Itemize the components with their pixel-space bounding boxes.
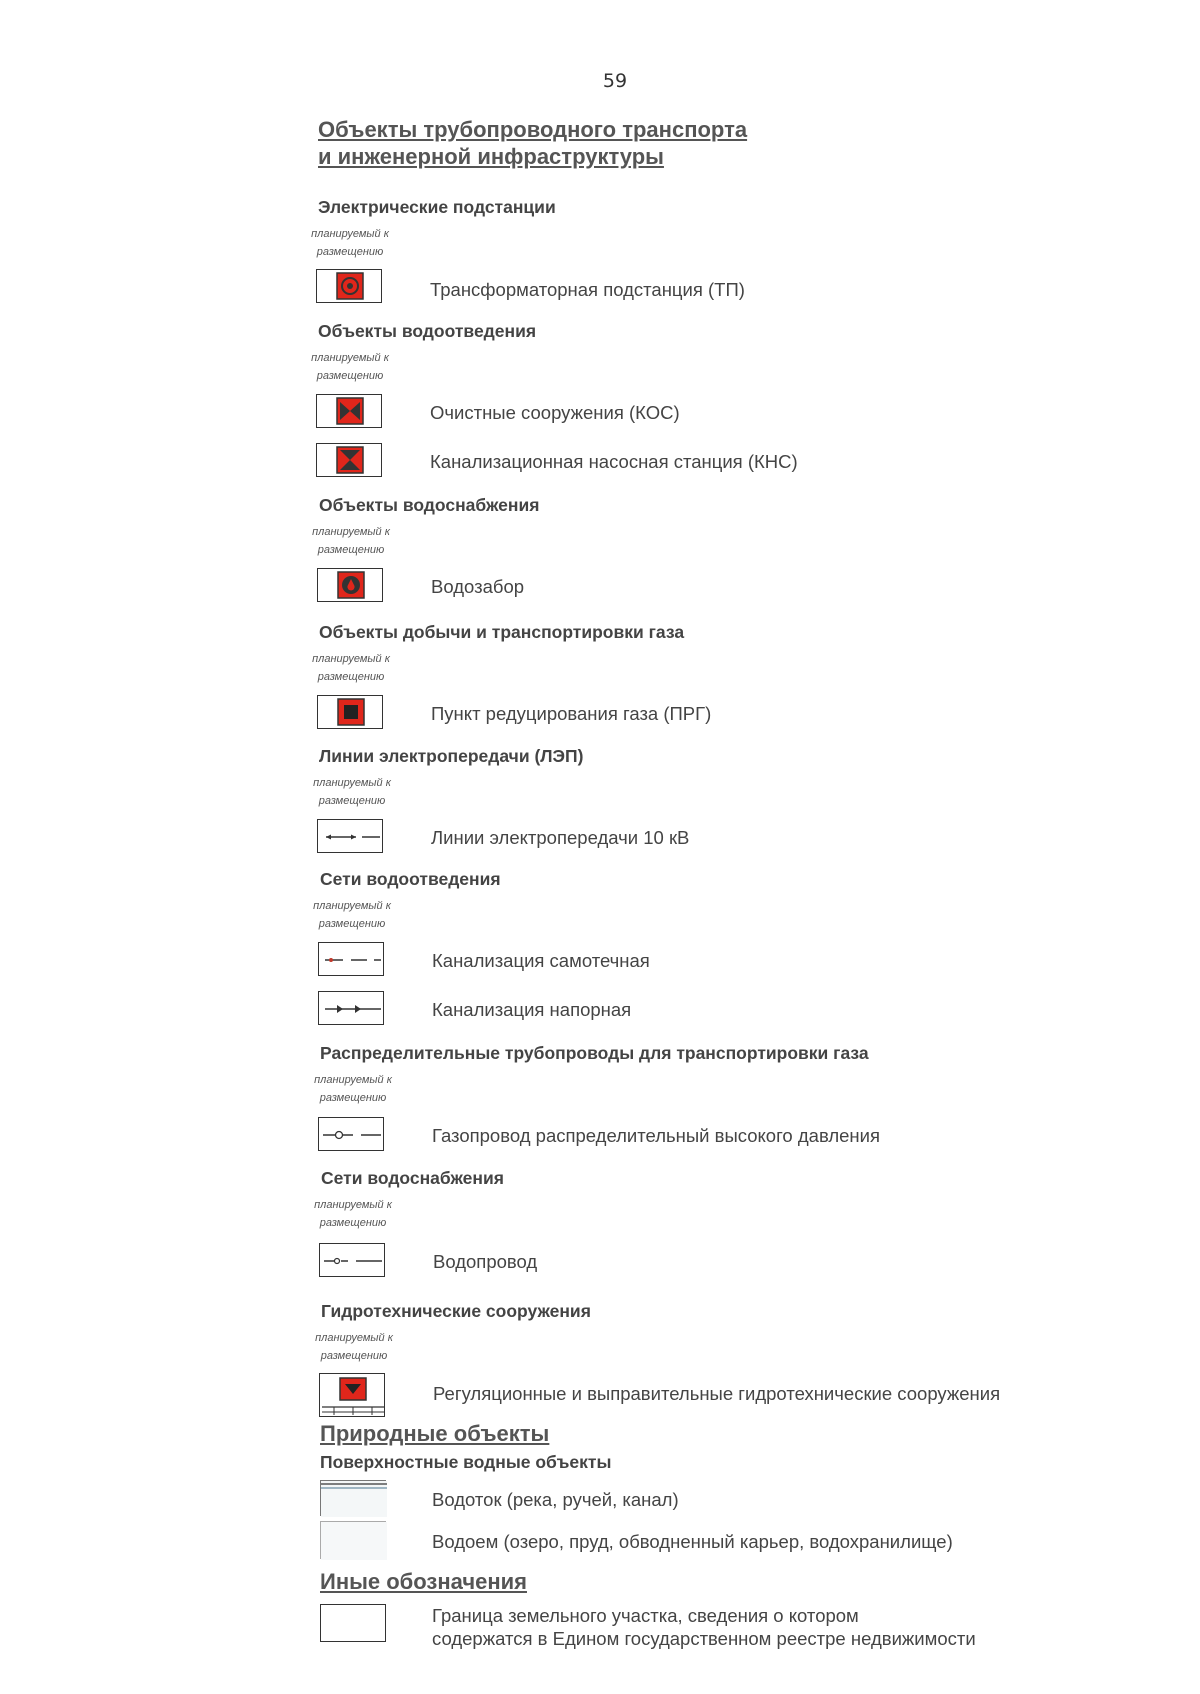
- label-line-1: Граница земельного участка, сведения о котором: [432, 1605, 859, 1626]
- note-line: размещению: [316, 246, 384, 258]
- water-body-icon: [320, 1521, 386, 1559]
- note-line: планируемый к: [313, 777, 391, 789]
- substation-icon: [316, 269, 382, 303]
- water-intake-icon: [317, 568, 383, 602]
- planned-note: [300, 225, 400, 261]
- planned-note: [303, 1196, 403, 1232]
- legend-label: Газопровод распределительный высокого давления: [432, 1125, 881, 1146]
- water-pipe-icon: [319, 1243, 385, 1277]
- section-heading-natural: Природные объекты: [320, 1421, 550, 1446]
- subheading-electric: Электрические подстанции: [318, 197, 556, 217]
- label-line-2: содержатся в Едином государственном реестре недвижимости: [432, 1628, 976, 1649]
- note-line: планируемый к: [312, 653, 390, 665]
- treatment-plant-icon: [316, 394, 382, 428]
- subheading-drainage-networks: Сети водоотведения: [320, 869, 501, 889]
- legend-label: Трансформаторная подстанция (ТП): [430, 279, 745, 300]
- note-line: планируемый к: [314, 1074, 392, 1086]
- subheading-gas-pipelines: Распределительные трубопроводы для транспортировки газа: [320, 1043, 869, 1063]
- pump-station-icon: [316, 443, 382, 477]
- section-heading-pipeline: [318, 116, 747, 170]
- note-line: размещению: [319, 1217, 387, 1229]
- note-line: размещению: [319, 1092, 387, 1104]
- watercourse-icon: [320, 1480, 386, 1516]
- heading-line-2: и инженерной инфраструктуры: [318, 144, 664, 169]
- subheading-drainage-objects: Объекты водоотведения: [318, 321, 537, 341]
- note-line: планируемый к: [313, 900, 391, 912]
- legend-label: Канализация самотечная: [432, 950, 650, 971]
- legend-label: Пункт редуцирования газа (ПРГ): [431, 703, 712, 724]
- legend-label: Регуляционные и выправительные гидротехнические сооружения: [433, 1383, 1001, 1404]
- note-line: планируемый к: [312, 526, 390, 538]
- planned-note: [301, 523, 401, 559]
- pressure-sewer-icon: [318, 991, 384, 1025]
- heading-line-1: Объекты трубопроводного транспорта: [318, 117, 748, 142]
- legend-label: Канализация напорная: [432, 999, 632, 1020]
- legend-label: Водоток (река, ручей, канал): [432, 1489, 679, 1510]
- note-line: размещению: [320, 1350, 388, 1362]
- hydro-structure-icon: [319, 1373, 385, 1417]
- legend-label: Линии электропередачи 10 кВ: [431, 827, 690, 848]
- legend-label: Канализационная насосная станция (КНС): [430, 451, 798, 472]
- planned-note: [304, 1329, 404, 1365]
- page-number: 59: [602, 70, 628, 92]
- subheading-hydro: Гидротехнические сооружения: [321, 1301, 591, 1321]
- legend-label: Очистные сооружения (КОС): [430, 402, 680, 423]
- subheading-water-networks: Сети водоснабжения: [321, 1168, 504, 1188]
- note-line: планируемый к: [311, 228, 389, 240]
- planned-note: [301, 650, 401, 686]
- subheading-power-lines: Линии электропередачи (ЛЭП): [319, 746, 584, 766]
- legend-label: Водоем (озеро, пруд, обводненный карьер, водохранилище): [432, 1531, 953, 1552]
- subheading-surface-water: Поверхностные водные объекты: [320, 1452, 612, 1472]
- note-line: размещению: [318, 918, 386, 930]
- note-line: размещению: [317, 544, 385, 556]
- planned-note: [302, 774, 402, 810]
- legend-label: [432, 1604, 976, 1650]
- section-heading-other: Иные обозначения: [320, 1569, 527, 1594]
- note-line: размещению: [316, 370, 384, 382]
- gas-reduction-point-icon: [317, 695, 383, 729]
- planned-note: [302, 897, 402, 933]
- gravity-sewer-icon: [318, 942, 384, 976]
- gas-pipeline-icon: [318, 1117, 384, 1151]
- planned-note: [300, 349, 400, 385]
- note-line: размещению: [318, 795, 386, 807]
- note-line: планируемый к: [315, 1332, 393, 1344]
- note-line: размещению: [317, 671, 385, 683]
- power-line-icon: [317, 819, 383, 853]
- legend-label: Водозабор: [431, 576, 525, 597]
- legend-label: Водопровод: [433, 1251, 538, 1272]
- subheading-gas-objects: Объекты добычи и транспортировки газа: [319, 622, 685, 642]
- note-line: планируемый к: [311, 352, 389, 364]
- subheading-water-supply-objects: Объекты водоснабжения: [319, 495, 540, 515]
- land-plot-boundary-icon: [320, 1604, 386, 1642]
- note-line: планируемый к: [314, 1199, 392, 1211]
- planned-note: [303, 1071, 403, 1107]
